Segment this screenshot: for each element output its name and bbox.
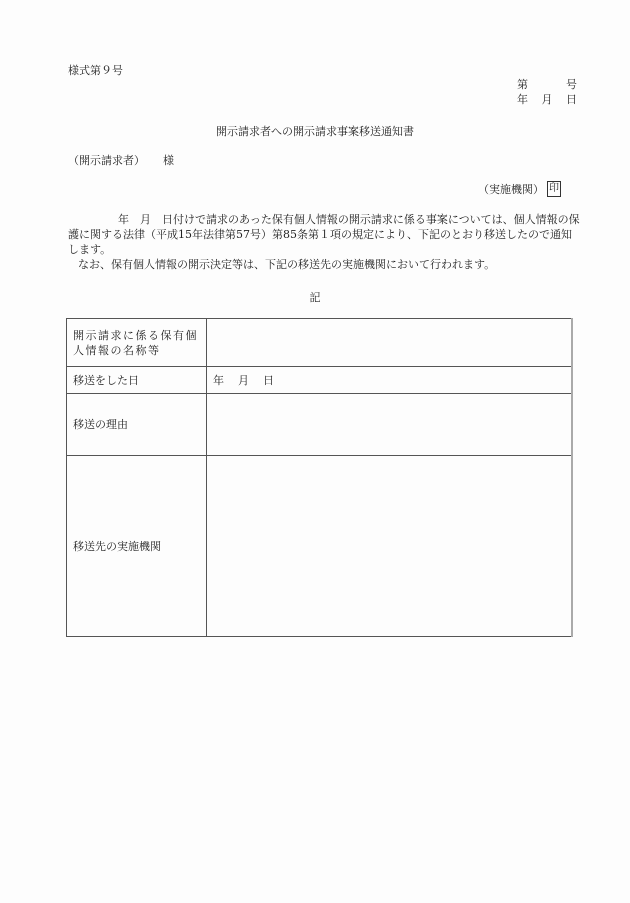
document-date (517, 91, 577, 107)
row-label-destination-agency: 移送先の実施機関 (67, 456, 207, 637)
doc-number-suffix: 号 (566, 78, 577, 91)
body-text (68, 212, 580, 272)
agency-label: （実施機関） (478, 183, 544, 196)
addressee-honorific: 様 (163, 154, 174, 167)
document-number (517, 76, 577, 92)
seal-icon: 印 (547, 181, 561, 197)
form-number: 様式第９号 (68, 64, 123, 77)
table-row (67, 367, 572, 394)
row-value-destination-agency[interactable] (207, 456, 572, 637)
date-year: 年 (517, 93, 528, 106)
row-label-transfer-date: 移送をした日 (67, 367, 207, 394)
row-label-info-name: 開示請求に係る保有個人情報の名称等 (67, 319, 207, 367)
row-value-transfer-date[interactable] (207, 367, 572, 394)
row-label-transfer-reason: 移送の理由 (67, 394, 207, 456)
table-row (67, 319, 572, 367)
sender-agency (478, 181, 561, 197)
transfer-date-day: 日 (263, 374, 274, 387)
table-right-border (571, 318, 573, 637)
document-title: 開示請求者への開示請求事案移送通知書 (216, 125, 414, 138)
body-paragraph-2: なお、保有個人情報の開示決定等は、下記の移送先の実施機関において行われます。 (78, 258, 496, 271)
body-paragraph-1: 年 月 日付けで請求のあった保有個人情報の開示請求に係る事案については、個人情報の保護に関する法律（平成15年法律第57号）第85条第１項の規定により、下記のとおり移送したので通知します。 (68, 213, 580, 256)
table-row (67, 456, 572, 637)
addressee-label: （開示請求者） (68, 154, 145, 167)
table-row (67, 394, 572, 456)
date-month: 月 (541, 93, 553, 106)
addressee (68, 152, 174, 168)
doc-number-prefix: 第 (517, 78, 528, 91)
transfer-date-year: 年 (213, 374, 224, 387)
ki-heading: 記 (309, 291, 321, 304)
transfer-date-month: 月 (238, 374, 249, 387)
date-day: 日 (566, 93, 577, 106)
row-value-info-name[interactable] (207, 319, 572, 367)
transfer-record-table (66, 318, 572, 637)
row-value-transfer-reason[interactable] (207, 394, 572, 456)
